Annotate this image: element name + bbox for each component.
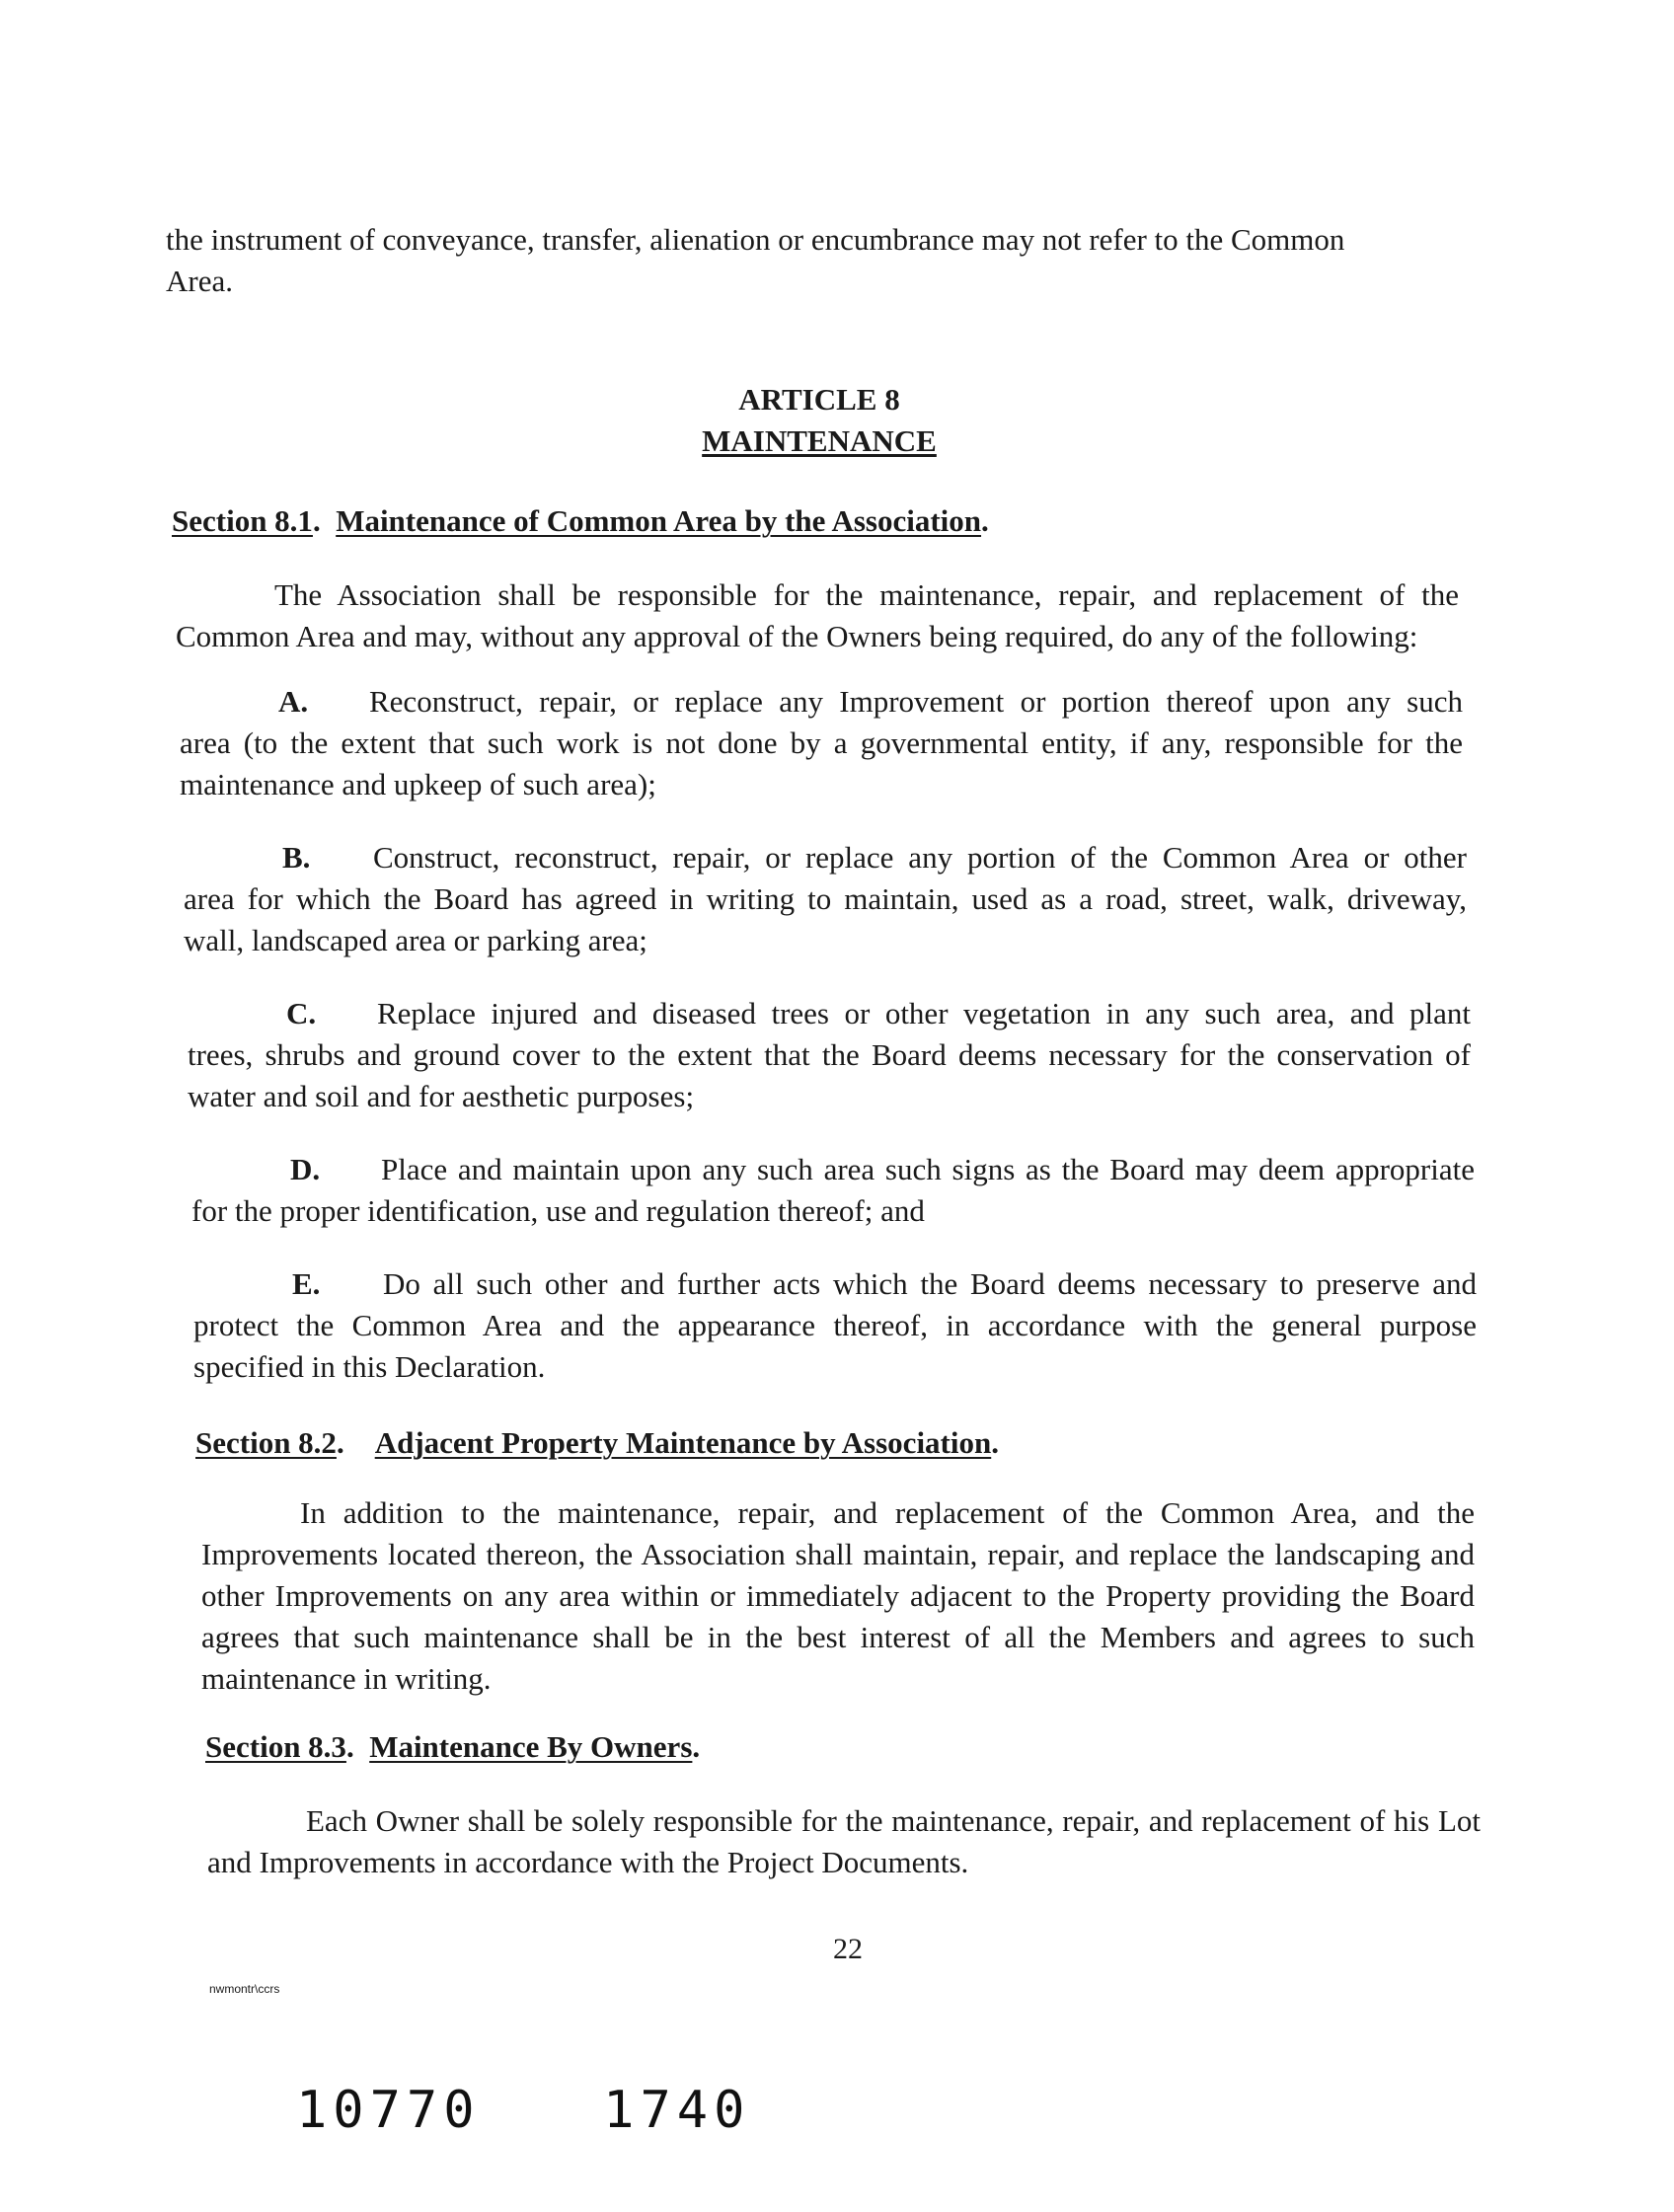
recording-stamp [296,2081,750,2140]
section-8-2-heading: Section 8.2. Adjacent Property Maintenance by Association. [195,1425,999,1460]
intro-line-2: Area. [166,264,233,298]
section-8-3-paragraph [207,1800,1481,1883]
item-b-line-2: area for which the Board has agreed in writing to maintain, used as a road, street, walk, driveway, [184,881,1467,916]
item-d-letter: D. [290,1152,321,1186]
section-8-1-paragraph [176,574,1459,657]
item-d-line-2: for the proper identification, use and regulation thereof; and [191,1193,925,1228]
item-e [193,1263,1477,1388]
s83-line-1: Each Owner shall be solely responsible for the maintenance, repair, and replacement of his Lot [306,1803,1481,1838]
item-a [180,681,1463,805]
file-code: nwmontr\ccrs [209,1982,280,1996]
section-8-3-number: Section 8.3 [205,1729,346,1764]
stamp-page-number: 1740 [603,2081,751,2140]
item-b-line-3: wall, landscaped area or parking area; [184,923,647,957]
article-number: ARTICLE 8 [738,382,900,417]
section-8-2-paragraph [201,1492,1475,1700]
item-d [191,1149,1475,1232]
section-8-2-title: Adjacent Property Maintenance by Association [374,1425,992,1460]
item-e-letter: E. [292,1266,321,1301]
intro-paragraph [166,219,1344,302]
item-a-line-2: area (to the extent that such work is not done by a governmental entity, if any, responsible for the [180,725,1463,760]
s82-line-2: Improvements located thereon, the Association shall maintain, repair, and replace the landscaping and [201,1537,1475,1571]
item-c-line-2: trees, shrubs and ground cover to the extent that the Board deems necessary for the conservation of [188,1037,1471,1072]
section-8-1-heading: Section 8.1. Maintenance of Common Area by the Association. [172,503,989,538]
s83-line-2: and Improvements in accordance with the Project Documents. [207,1845,969,1879]
item-c-letter: C. [286,996,317,1030]
section-8-2-number: Section 8.2 [195,1425,337,1460]
section-8-3-heading: Section 8.3. Maintenance By Owners. [205,1729,701,1764]
item-a-line-1: A. Reconstruct, repair, or replace any Improvement or portion thereof upon any such [180,681,1463,723]
section-8-1-number: Section 8.1 [172,503,313,538]
item-b-letter: B. [282,840,311,875]
item-e-line-3: specified in this Declaration. [193,1349,546,1384]
item-b [184,837,1467,961]
para-line-2: Common Area and may, without any approval of the Owners being required, do any of the following: [176,619,1418,653]
s82-line-1: In addition to the maintenance, repair, and replacement of the Common Area, and the [300,1495,1475,1530]
item-a-letter: A. [278,684,309,719]
item-a-line-3: maintenance and upkeep of such area); [180,767,656,801]
item-e-line-1: E. Do all such other and further acts which the Board deems necessary to preserve and [193,1263,1477,1305]
item-c [188,993,1471,1117]
stamp-book-number: 10770 [296,2081,481,2140]
intro-line-1: the instrument of conveyance, transfer, alienation or encumbrance may not refer to the Common [166,222,1345,257]
item-c-line-3: water and soil and for aesthetic purposes; [188,1079,695,1113]
section-8-3-title: Maintenance By Owners [369,1729,693,1764]
page-number: 22 [833,1933,863,1965]
item-d-line-1: D. Place and maintain upon any such area such signs as the Board may deem appropriate [191,1149,1475,1190]
s82-line-4: agrees that such maintenance shall be in the best interest of all the Members and agrees to such [201,1620,1475,1654]
item-e-line-2: protect the Common Area and the appearance thereof, in accordance with the general purpose [193,1308,1477,1342]
s82-line-5: maintenance in writing. [201,1661,492,1696]
article-heading [592,379,1046,462]
para-line-1: The Association shall be responsible for the maintenance, repair, and replacement of the [274,577,1459,612]
article-title: MAINTENANCE [702,423,937,458]
item-b-line-1: B. Construct, reconstruct, repair, or replace any portion of the Common Area or other [184,837,1467,878]
s82-line-3: other Improvements on any area within or immediately adjacent to the Property providing the Board [201,1578,1475,1613]
section-8-1-title: Maintenance of Common Area by the Association [336,503,982,538]
item-c-line-1: C. Replace injured and diseased trees or other vegetation in any such area, and plant [188,993,1471,1034]
